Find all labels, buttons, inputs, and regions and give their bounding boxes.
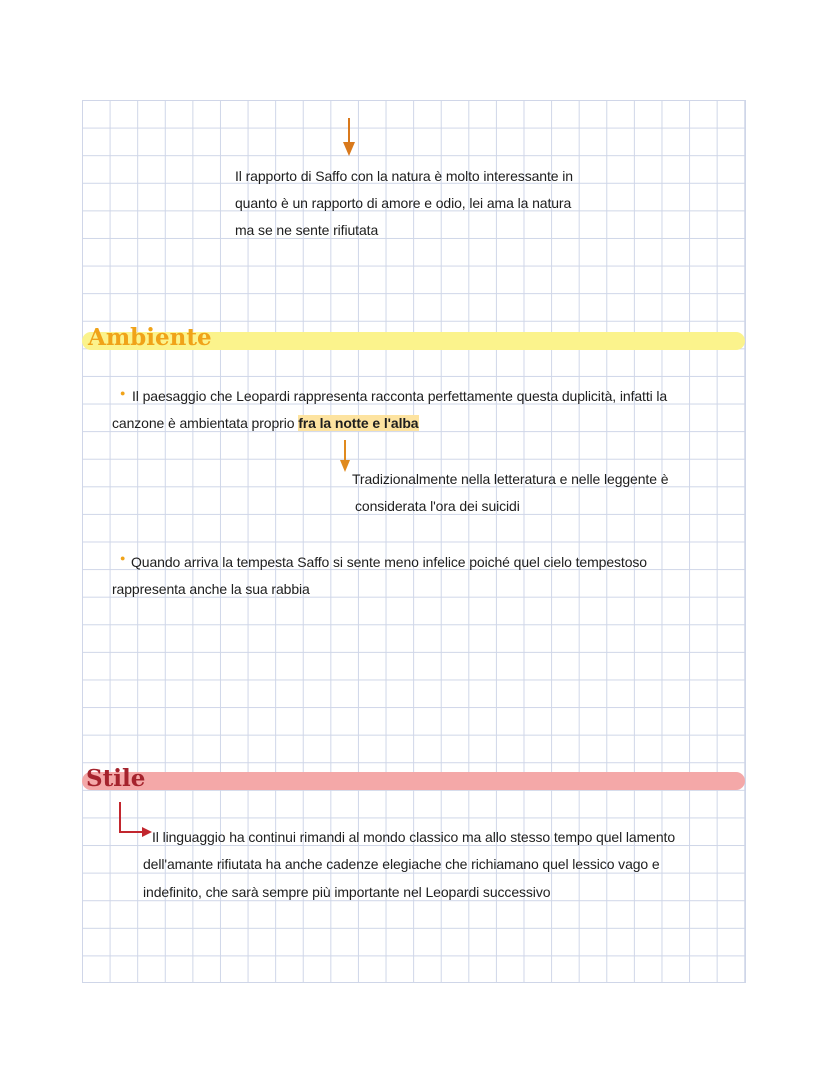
ambiente-bullet1-line2: [112, 410, 419, 438]
stile-line-2: dell'amante rifiutata ha anche cadenze elegiache che richiamano quel lessico vago e: [143, 856, 660, 872]
ambiente-bullet1-line1: Il paesaggio che Leopardi rappresenta racconta perfettamente questa duplicità, infatti la: [132, 388, 668, 404]
ambiente-note-line2: considerata l'ora dei suicidi: [355, 498, 520, 514]
bullet-dot-icon: ●: [120, 553, 126, 563]
down-arrow-icon: [339, 440, 351, 474]
intro-line-2: quanto è un rapporto di amore e odio, lei ama la natura: [235, 195, 572, 211]
ambiente-heading: Ambiente: [88, 324, 212, 351]
stile-highlight-band: [82, 772, 745, 790]
intro-line-3: ma se ne sente rifiutata: [235, 222, 379, 238]
ambiente-bullet2-line1: Quando arriva la tempesta Saffo si sente meno infelice poiché quel cielo tempestoso: [131, 554, 647, 570]
ambiente-bullet2-line2: rappresenta anche la sua rabbia: [112, 581, 310, 597]
ambiente-note-line1: Tradizionalmente nella letteratura e nelle leggente è: [352, 471, 669, 487]
intro-line-1: Il rapporto di Saffo con la natura è molto interessante in: [235, 168, 573, 184]
stile-line-3: indefinito, che sarà sempre più importante nel Leopardi successivo: [143, 884, 551, 900]
stile-line-1: Il linguaggio ha continui rimandi al mondo classico ma allo stesso tempo quel lamento: [152, 829, 676, 845]
highlighted-phrase: fra la notte e l'alba: [298, 415, 419, 431]
stile-heading: Stile: [86, 765, 146, 792]
bullet-dot-icon: ●: [120, 388, 126, 398]
grid-paper-page: [82, 100, 746, 983]
down-arrow-icon: [343, 118, 355, 158]
ambiente-bullet1-line2-text: canzone è ambientata proprio: [112, 415, 299, 431]
